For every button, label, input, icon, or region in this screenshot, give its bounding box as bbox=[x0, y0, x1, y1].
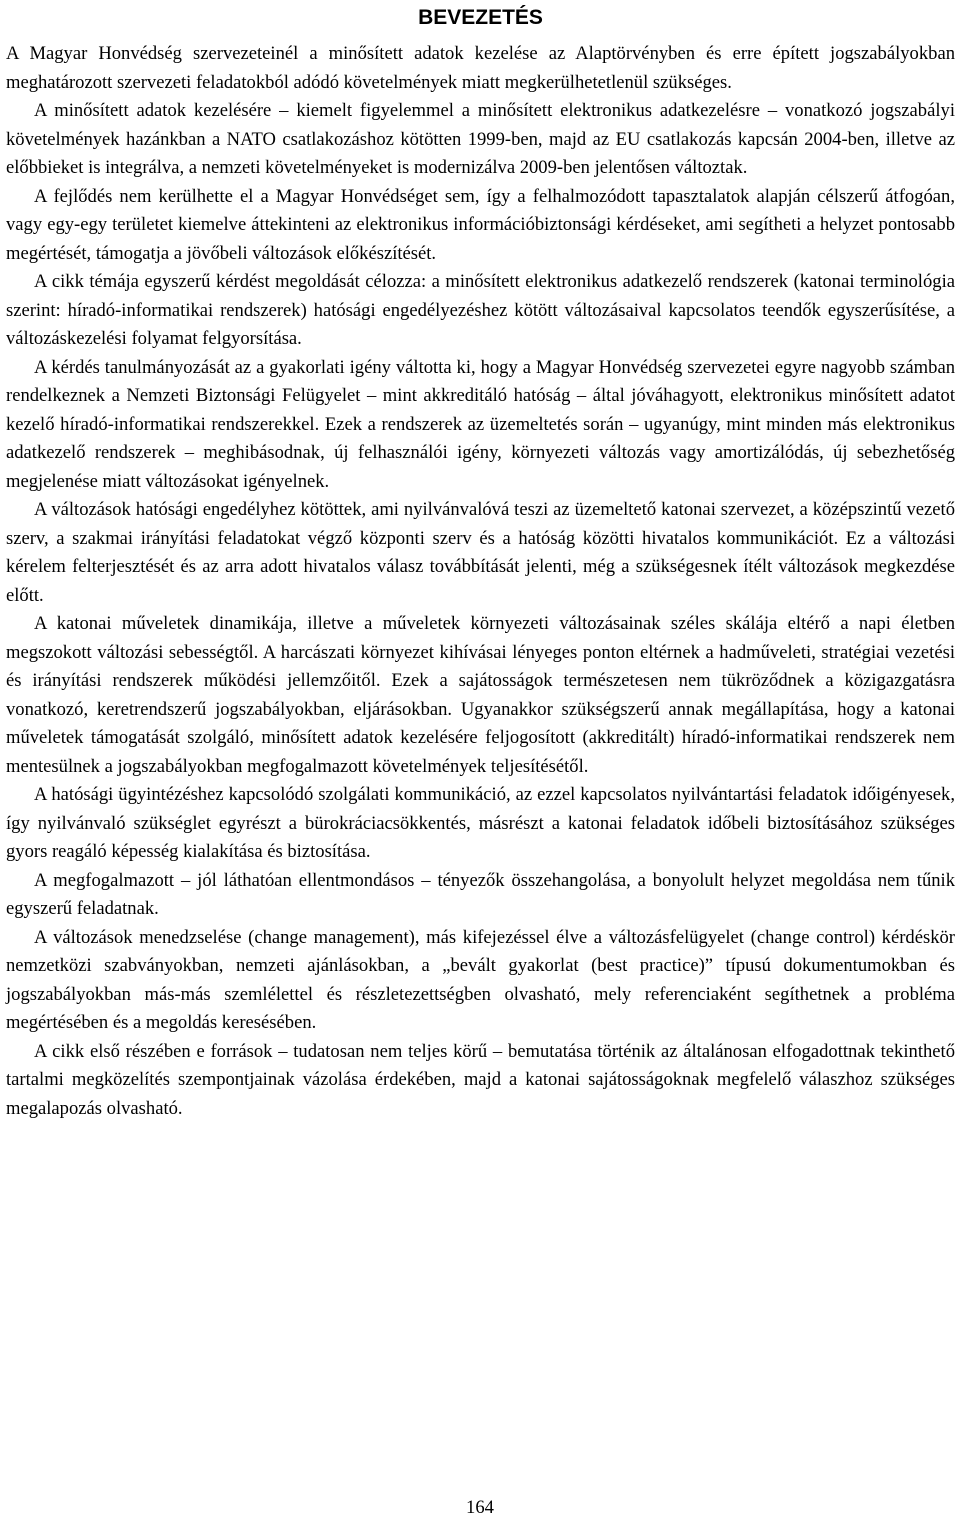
paragraph: A változások hatósági engedélyhez kötöttek, ami nyilvánvalóvá teszi az üzemeltető katonai szervezet, a középszintű vezető szerv, a szakmai irányítási feladatokat végző központi szerv és a hatóság közötti hivatalos kommunikációt. Ez a változási kérelem felterjesztését és az arra adott hivatalos válasz továbbítását jelenti, még a szükségesnek ítélt változások megkezdése előtt. bbox=[6, 499, 955, 606]
paragraph: A Magyar Honvédség szervezeteinél a minősített adatok kezelése az Alaptörvényben és erre épített jogszabályokban meghatározott szervezeti feladatokból adódó követelmények miatt megkerülhetetlenül szükséges. bbox=[6, 43, 955, 93]
paragraph: A megfogalmazott – jól láthatóan ellentmondásos – tényezők összehangolása, a bonyolult helyzet megoldása nem tűnik egyszerű feladatnak. bbox=[6, 869, 955, 919]
document-page bbox=[6, 0, 955, 1123]
paragraph: A cikk témája egyszerű kérdést megoldását célozza: a minősített elektronikus adatkezelő rendszerek (katonai terminológia szerint: híradó-informatikai rendszerek) hatósági engedélyezéshez kötött változásaival kapcsolatos teendők egyszerűsítése, a változáskezelési folyamat felgyorsítása. bbox=[6, 271, 955, 349]
paragraph: A fejlődés nem kerülhette el a Magyar Honvédséget sem, így a felhalmozódott tapasztalatok alapján célszerű átfogóan, vagy egy-egy területet kiemelve áttekinteni az elektronikus információbiztonsági kérdéseket, ami segítheti a helyzet pontosabb megértését, támogatja a jövőbeli változások előkészítését. bbox=[6, 185, 955, 264]
section-title: BEVEZETÉS bbox=[418, 6, 543, 29]
paragraph: A cikk első részében e források – tudatosan nem teljes körű – bemutatása történik az általánosan elfogadottnak tekinthető tartalmi megközelítés szempontjainak vázolása érdekében, majd a katonai sajátosságoknak megfelelő válaszhoz szükséges megalapozás olvasható. bbox=[6, 1040, 955, 1119]
paragraph: A minősített adatok kezelésére – kiemelt figyelemmel a minősített elektronikus adatkezelésre – vonatkozó jogszabályi követelmények hazánkban a NATO csatlakozáshoz kötötten 1999-ben, majd az EU csatlakozás kapcsán 2004-ben, illetve az előbbieket is integrálva, a nemzeti követelményeket is modernizálva 2009-ben jelentősen változtak. bbox=[6, 100, 955, 178]
body-text bbox=[6, 40, 955, 1123]
paragraph: A kérdés tanulmányozását az a gyakorlati igény váltotta ki, hogy a Magyar Honvédség szervezetei egyre nagyobb számban rendelkeznek a Nemzeti Biztonsági Felügyelet – mint akkreditáló hatóság – által jóváhagyott, elektronikus minősített adatot kezelő híradó-informatikai rendszerekkel. Ezek a rendszerek az üzemeltetés során – ugyanúgy, mint minden más elektronikus adatkezelő rendszerek – meghibásodnak, új felhasználói igény, környezeti változás vagy amortizálódás, új sebezhetőség megjelenése miatt változásokat igényelnek. bbox=[6, 356, 955, 492]
paragraph: A változások menedzselése (change management), más kifejezéssel élve a változásfelügyelet (change control) kérdéskör nemzetközi szabványokban, nemzeti ajánlásokban, a „bevált gyakorlat (best practice)” típusú dokumentumokban és jogszabályokban más-más szemlélettel és részletezettségben olvasható, mely referenciaként segíthetnek a probléma megértésében és a megoldás keresésében. bbox=[6, 926, 955, 1033]
page-number: 164 bbox=[466, 1497, 494, 1518]
paragraph: A katonai műveletek dinamikája, illetve a műveletek környezeti változásainak széles skálája eltérő a napi életben megszokott változási sebességtől. A harcászati környezet kihívásai lényeges ponton eltérnek a hadműveleti, stratégiai vezetési és irányítási rendszerek működési jellemzőitől. Ezek a sajátosságok természetesen nem tükröződnek a közigazgatásra vonatkozó, keretrendszerű jogszabályokban, eljárásokban. Ugyanakkor szükségszerű annak megállapítása, hogy a katonai műveletek támogatását szolgáló, minősített adatok kezelésére feljogosított (akkreditált) híradó-informatikai rendszerek nem mentesülnek a jogszabályokban megfogalmazott követelmények teljesítésétől. bbox=[6, 613, 955, 777]
paragraph: A hatósági ügyintézéshez kapcsolódó szolgálati kommunikáció, az ezzel kapcsolatos nyilvántartási feladatok időigényesek, így nyilvánvaló szükséglet egyrészt a bürokráciacsökkentés, másrészt a katonai feladatok időbeli biztosításához szükséges gyors reagáló képesség kialakítása és biztosítása. bbox=[6, 784, 955, 862]
